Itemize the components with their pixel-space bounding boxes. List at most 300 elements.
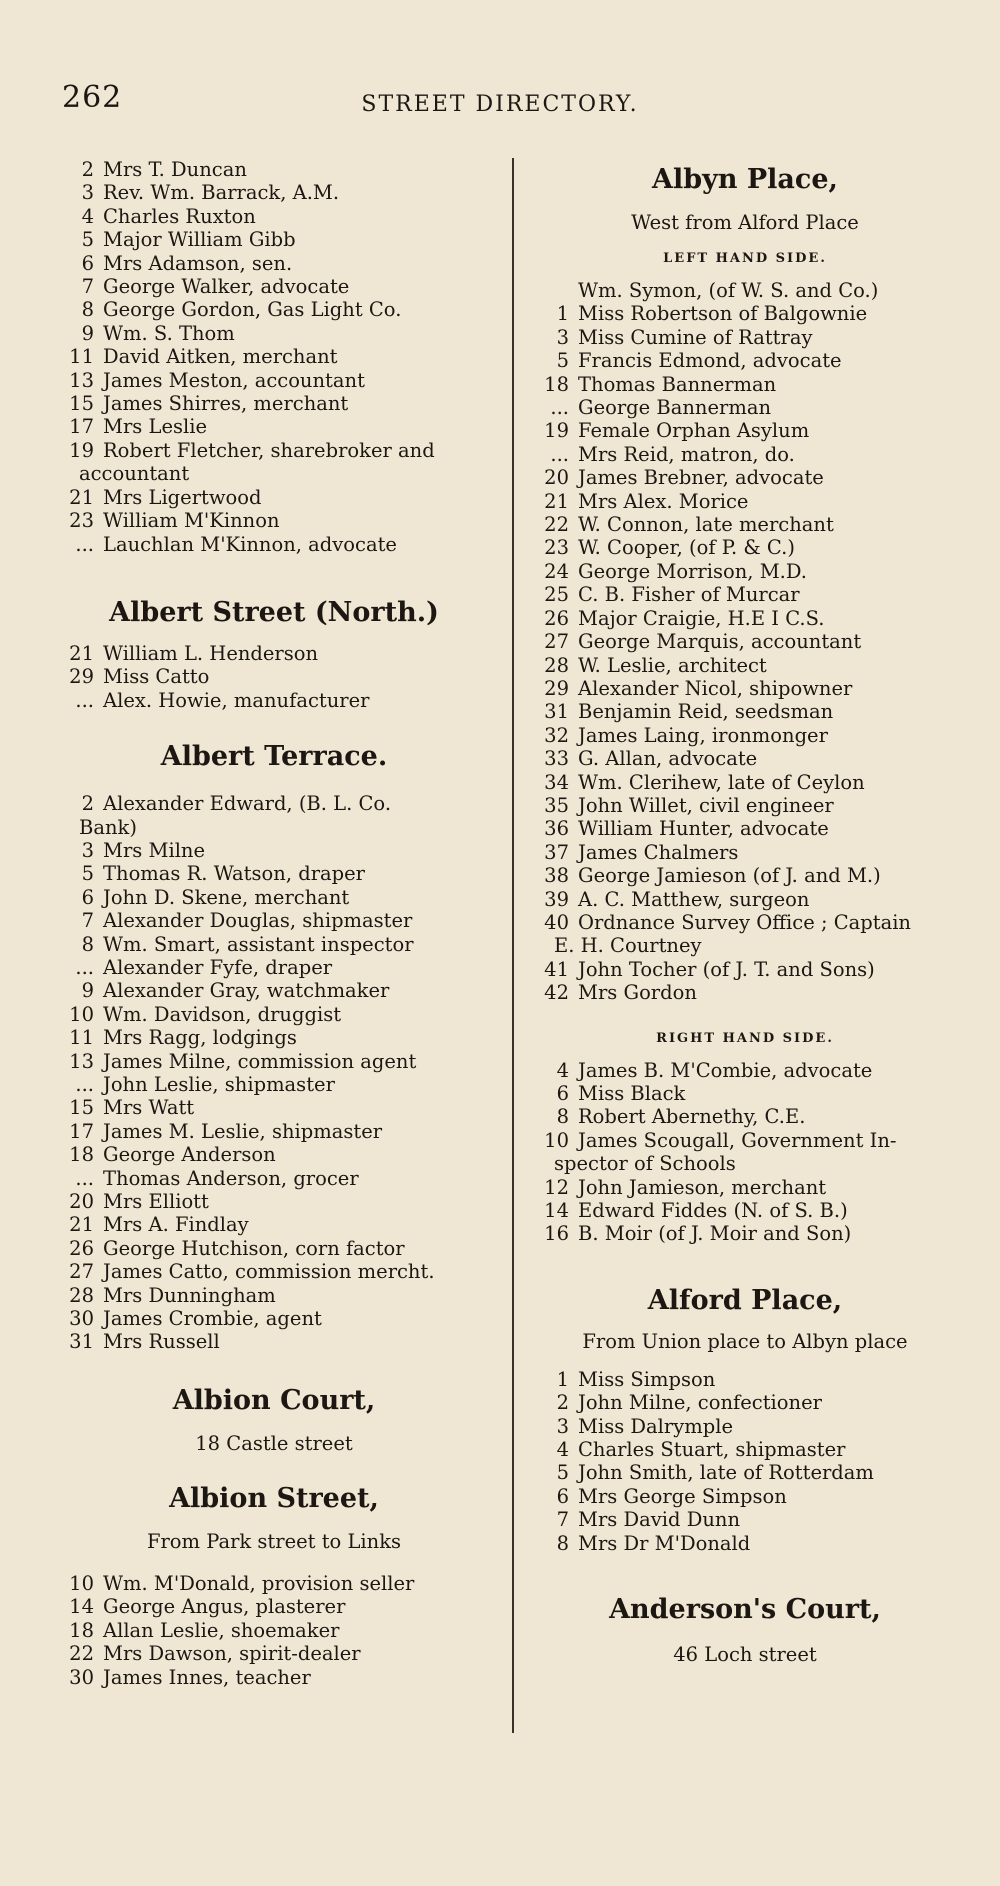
house-number: 39 — [544, 887, 569, 911]
house-number: 23 — [544, 536, 569, 560]
house-number: 21 — [544, 489, 569, 513]
resident-name: James Laing, ironmonger — [578, 723, 828, 747]
directory-entry — [60, 956, 488, 979]
resident-name: George Anderson — [103, 1143, 276, 1167]
resident-name: James B. M'Combie, advocate — [578, 1058, 873, 1082]
directory-entry — [535, 1391, 955, 1414]
house-number: 26 — [544, 606, 569, 630]
house-number: 18 — [544, 372, 569, 396]
directory-entry — [535, 888, 955, 911]
albion-street-subtitle: From Park street to Links — [146, 1529, 402, 1553]
resident-name: Miss Catto — [103, 665, 210, 689]
directory-entry — [535, 1105, 955, 1128]
directory-entry — [535, 771, 955, 794]
resident-name: James Brebner, advocate — [578, 466, 824, 490]
resident-name: Edward Fiddes (N. of S. B.) — [578, 1199, 848, 1223]
resident-name: Alexander Douglas, shipmaster — [103, 909, 413, 933]
house-number: 17 — [69, 415, 94, 439]
resident-name: Francis Edmond, advocate — [578, 349, 842, 373]
directory-entry — [535, 1176, 955, 1199]
directory-entry — [60, 415, 488, 438]
house-number: ... — [75, 955, 94, 979]
house-number: 38 — [544, 864, 569, 888]
resident-name: Miss Robertson of Balgownie — [578, 302, 868, 326]
house-number: 21 — [69, 641, 94, 665]
house-number: 19 — [69, 438, 94, 462]
house-number: 13 — [69, 368, 94, 392]
house-number: 22 — [544, 513, 569, 537]
alford-place-subtitle: From Union place to Albyn place — [582, 1329, 908, 1353]
left-column — [60, 158, 488, 1689]
resident-name: Rev. Wm. Barrack, A.M. — [103, 181, 340, 205]
resident-name: Female Orphan Asylum — [578, 419, 810, 443]
directory-entry — [60, 933, 488, 956]
resident-name: Alexander Edward, (B. L. Co. — [103, 792, 392, 816]
directory-entry — [535, 513, 955, 536]
heading-albion-street: Albion Street, — [169, 1482, 379, 1514]
directory-entry — [60, 1307, 488, 1330]
house-number: 4 — [556, 1058, 569, 1082]
resident-name: Mrs George Simpson — [578, 1484, 787, 1508]
house-number: 26 — [69, 1236, 94, 1260]
resident-name: David Aitken, merchant — [103, 345, 338, 369]
resident-name: Thomas Bannerman — [578, 372, 777, 396]
directory-entry — [60, 665, 488, 688]
directory-entry — [535, 1082, 955, 1105]
albion-court-subtitle: 18 Castle street — [195, 1431, 353, 1455]
directory-entry — [60, 1330, 488, 1353]
house-number: 8 — [556, 1105, 569, 1129]
resident-name: B. Moir (of J. Moir and Son) — [578, 1222, 852, 1246]
house-number: 28 — [69, 1283, 94, 1307]
page-title: STREET DIRECTORY. — [361, 92, 639, 117]
house-number: 17 — [69, 1119, 94, 1143]
directory-entry — [535, 654, 955, 677]
house-number: 4 — [81, 204, 94, 228]
resident-name: W. Cooper, (of P. & C.) — [578, 536, 795, 560]
resident-name: Mrs Ragg, lodgings — [103, 1026, 297, 1050]
heading-albert-terrace: Albert Terrace. — [160, 741, 388, 773]
resident-name: Mrs Alex. Morice — [578, 489, 749, 513]
resident-name: W. Connon, late merchant — [578, 513, 834, 537]
directory-entry — [60, 392, 488, 415]
resident-name: Alexander Nicol, shipowner — [578, 676, 853, 700]
resident-name: Mrs Russell — [103, 1330, 220, 1354]
house-number: 7 — [81, 275, 94, 299]
house-number: 6 — [81, 251, 94, 275]
resident-name: Mrs Dunningham — [103, 1283, 276, 1307]
house-number: 5 — [556, 349, 569, 373]
house-number: 7 — [81, 909, 94, 933]
resident-name-continued: spector of Schools — [554, 1152, 736, 1176]
directory-entry — [535, 1508, 955, 1531]
house-number: 8 — [556, 1531, 569, 1555]
directory-entry — [535, 1059, 955, 1082]
directory-entry — [60, 1237, 488, 1260]
resident-name: Allan Leslie, shoemaker — [103, 1618, 340, 1642]
resident-name: William Hunter, advocate — [578, 817, 829, 841]
heading-andersons-court: Anderson's Court, — [609, 1594, 881, 1626]
house-number: ... — [550, 442, 569, 466]
directory-entry — [535, 560, 955, 583]
directory-entry — [535, 349, 955, 372]
directory-entry — [535, 326, 955, 349]
andersons-court-subtitle: 46 Loch street — [673, 1643, 817, 1667]
albyn-place-left-list — [535, 302, 955, 1004]
heading-albion-court: Albion Court, — [172, 1384, 376, 1416]
resident-name: John Willet, civil engineer — [578, 793, 834, 817]
house-number: 2 — [556, 1391, 569, 1415]
house-number: 14 — [544, 1199, 569, 1223]
house-number: 11 — [69, 1026, 94, 1050]
house-number: 23 — [69, 509, 94, 533]
resident-name: Mrs Watt — [103, 1096, 195, 1120]
resident-name: John Leslie, shipmaster — [103, 1073, 335, 1096]
resident-name: Miss Cumine of Rattray — [578, 325, 813, 349]
resident-name: W. Leslie, architect — [578, 653, 767, 677]
directory-entry — [535, 1199, 955, 1222]
resident-name: James Scougall, Government In- — [578, 1128, 897, 1152]
resident-name: Mrs T. Duncan — [103, 158, 247, 181]
resident-name: James Crombie, agent — [103, 1307, 322, 1331]
house-number: 29 — [544, 676, 569, 700]
directory-entry — [535, 1438, 955, 1461]
resident-name: Charles Ruxton — [103, 204, 256, 228]
house-number: 2 — [81, 158, 94, 181]
resident-name: Charles Stuart, shipmaster — [578, 1438, 846, 1462]
resident-name-continued: E. H. Courtney — [554, 934, 702, 958]
directory-entry — [60, 909, 488, 932]
directory-entry — [535, 396, 955, 419]
resident-name: Alexander Gray, watchmaker — [103, 979, 390, 1003]
directory-entry — [535, 1461, 955, 1484]
directory-entry — [535, 630, 955, 653]
house-number: 30 — [69, 1307, 94, 1331]
directory-entry — [60, 642, 488, 665]
house-number: ... — [75, 1166, 94, 1190]
directory-entry — [60, 792, 488, 815]
house-number: 16 — [544, 1222, 569, 1246]
house-number: 3 — [556, 1414, 569, 1438]
resident-name: Mrs David Dunn — [578, 1508, 740, 1532]
house-number: 31 — [544, 700, 569, 724]
directory-entry — [535, 490, 955, 513]
house-number: 30 — [69, 1665, 94, 1689]
house-number: 21 — [69, 1213, 94, 1237]
house-number: 19 — [544, 419, 569, 443]
directory-entry — [60, 1213, 488, 1236]
house-number: 8 — [81, 298, 94, 322]
heading-alford-place: Alford Place, — [647, 1284, 843, 1316]
left-hand-side-label: LEFT HAND SIDE. — [663, 251, 827, 266]
resident-name: John Milne, confectioner — [578, 1391, 822, 1415]
page-number: 262 — [62, 80, 123, 115]
house-number: 29 — [69, 665, 94, 689]
resident-name: Miss Black — [578, 1082, 686, 1105]
resident-name: George Angus, plasterer — [103, 1595, 346, 1619]
resident-name: John Jamieson, merchant — [578, 1175, 827, 1199]
resident-name: A. C. Matthew, surgeon — [578, 887, 810, 911]
house-number: 6 — [556, 1082, 569, 1105]
directory-entry — [60, 252, 488, 275]
house-number: 42 — [544, 981, 569, 1005]
house-number: 10 — [544, 1128, 569, 1152]
house-number: 4 — [556, 1438, 569, 1462]
house-number: 34 — [544, 770, 569, 794]
resident-name: Mrs Adamson, sen. — [103, 251, 293, 275]
directory-entry — [60, 298, 488, 321]
directory-entry — [60, 886, 488, 909]
directory-entry — [60, 1260, 488, 1283]
house-number: 22 — [69, 1642, 94, 1666]
house-number: 13 — [69, 1049, 94, 1073]
house-number: 40 — [544, 910, 569, 934]
house-number: 5 — [81, 228, 94, 252]
house-number: ... — [75, 1073, 94, 1096]
resident-name: George Walker, advocate — [103, 275, 350, 299]
house-number: 1 — [556, 302, 569, 326]
directory-entry — [60, 1666, 488, 1689]
house-number: 8 — [81, 932, 94, 956]
right-column — [535, 158, 955, 1667]
resident-name: George Marquis, accountant — [578, 630, 862, 654]
house-number: 14 — [69, 1595, 94, 1619]
directory-entry — [60, 205, 488, 228]
resident-name: Wm. M'Donald, provision seller — [103, 1571, 415, 1595]
house-number: 11 — [69, 345, 94, 369]
directory-entry — [60, 1190, 488, 1213]
resident-name: James Innes, teacher — [103, 1665, 311, 1689]
directory-entry — [535, 583, 955, 606]
resident-name: James Chalmers — [578, 840, 739, 864]
resident-name: Miss Simpson — [578, 1367, 716, 1391]
house-number: 18 — [69, 1143, 94, 1167]
albion-street-list — [60, 1572, 488, 1689]
house-number: 15 — [69, 392, 94, 416]
right-hand-side-label: RIGHT HAND SIDE. — [656, 1030, 834, 1046]
column-divider — [512, 158, 514, 1733]
directory-entry — [60, 228, 488, 251]
house-number: 10 — [69, 1002, 94, 1026]
resident-name: George Hutchison, corn factor — [103, 1236, 405, 1260]
directory-entry — [60, 1284, 488, 1307]
directory-entry — [60, 1619, 488, 1642]
resident-name: William M'Kinnon — [103, 509, 280, 533]
resident-name: George Morrison, M.D. — [578, 559, 807, 583]
resident-name-continued: Bank) — [79, 815, 137, 839]
directory-entry — [535, 958, 955, 981]
resident-name: James Catto, commission mercht. — [103, 1260, 435, 1284]
continued-entries-list — [60, 158, 488, 556]
resident-name: Mrs Reid, matron, do. — [578, 442, 795, 466]
resident-name: Mrs Elliott — [103, 1190, 209, 1214]
resident-name: Miss Dalrymple — [578, 1414, 734, 1438]
directory-entry — [60, 486, 488, 509]
resident-name: Robert Fletcher, sharebroker and — [103, 438, 435, 462]
resident-name: Mrs A. Findlay — [103, 1213, 249, 1237]
resident-name: Ordnance Survey Office ; Captain — [578, 910, 911, 934]
directory-entry — [60, 345, 488, 368]
directory-entry — [535, 419, 955, 442]
resident-name: George Gordon, Gas Light Co. — [103, 298, 402, 322]
alford-place-list — [535, 1368, 955, 1555]
resident-name: Mrs Gordon — [578, 981, 697, 1005]
resident-name: G. Allan, advocate — [578, 747, 758, 771]
house-number: 9 — [81, 979, 94, 1003]
directory-entry — [60, 181, 488, 204]
house-number: 20 — [544, 466, 569, 490]
directory-entry — [535, 302, 955, 325]
house-number: 24 — [544, 559, 569, 583]
directory-entry — [535, 536, 955, 559]
directory-entry — [60, 1073, 488, 1096]
resident-name: Alex. Howie, manufacturer — [103, 688, 370, 712]
directory-entry — [535, 677, 955, 700]
house-number: 32 — [544, 723, 569, 747]
resident-name: Major Craigie, H.E I C.S. — [578, 606, 825, 630]
resident-name: Wm. Davidson, druggist — [103, 1002, 342, 1026]
resident-name: James Meston, accountant — [103, 368, 365, 392]
directory-entry — [535, 443, 955, 466]
directory-entry — [535, 864, 955, 887]
directory-entry — [535, 700, 955, 723]
directory-entry — [60, 979, 488, 1002]
resident-name: Mrs Milne — [103, 838, 206, 862]
directory-entry — [535, 724, 955, 747]
house-number: ... — [550, 396, 569, 420]
directory-entry — [535, 981, 955, 1004]
directory-entry — [60, 158, 488, 181]
resident-name: Wm. Smart, assistant inspector — [103, 932, 414, 956]
directory-entry — [60, 275, 488, 298]
resident-name: George Bannerman — [578, 396, 772, 420]
house-number: 9 — [81, 321, 94, 345]
house-number: 6 — [556, 1484, 569, 1508]
resident-name: Thomas R. Watson, draper — [103, 862, 365, 886]
resident-name: John Smith, late of Rotterdam — [578, 1461, 874, 1485]
house-number: 1 — [556, 1367, 569, 1391]
house-number: 27 — [544, 630, 569, 654]
house-number: 31 — [69, 1330, 94, 1354]
directory-entry — [535, 1129, 955, 1152]
house-number: ... — [75, 532, 94, 556]
directory-entry — [60, 1096, 488, 1119]
directory-entry — [60, 509, 488, 532]
albyn-place-right-list — [535, 1059, 955, 1246]
directory-entry — [535, 466, 955, 489]
directory-entry — [535, 1415, 955, 1438]
house-number: 33 — [544, 747, 569, 771]
directory-entry — [535, 1485, 955, 1508]
directory-entry — [60, 839, 488, 862]
house-number: 6 — [81, 885, 94, 909]
house-number: 10 — [69, 1571, 94, 1595]
heading-albyn-place: Albyn Place, — [652, 164, 838, 195]
resident-name: Alexander Fyfe, draper — [103, 955, 333, 979]
directory-entry — [60, 1143, 488, 1166]
resident-name: Mrs Ligertwood — [103, 485, 262, 509]
resident-name: George Jamieson (of J. and M.) — [578, 864, 881, 888]
directory-entry — [60, 1642, 488, 1665]
resident-name: Robert Abernethy, C.E. — [578, 1105, 806, 1129]
directory-entry — [60, 439, 488, 462]
albert-terrace-list — [60, 792, 488, 1354]
directory-entry — [60, 1167, 488, 1190]
directory-entry — [535, 373, 955, 396]
directory-entry — [60, 1026, 488, 1049]
house-number: 7 — [556, 1508, 569, 1532]
directory-entry — [535, 1222, 955, 1245]
directory-entry — [60, 322, 488, 345]
resident-name: James Shirres, merchant — [103, 392, 349, 416]
house-number: 5 — [556, 1461, 569, 1485]
directory-entry — [60, 1050, 488, 1073]
albyn-place-subtitle: West from Alford Place — [631, 211, 859, 234]
house-number: 36 — [544, 817, 569, 841]
resident-name: Lauchlan M'Kinnon, advocate — [103, 532, 397, 556]
directory-entry — [535, 1368, 955, 1391]
directory-entry — [60, 689, 488, 712]
heading-albert-street-north: Albert Street (North.) — [109, 596, 439, 628]
directory-entry — [60, 1572, 488, 1595]
house-number: 3 — [81, 181, 94, 205]
resident-name-continued: accountant — [79, 462, 190, 486]
resident-name: Mrs Dawson, spirit-dealer — [103, 1642, 361, 1666]
house-number: 41 — [544, 957, 569, 981]
resident-name: C. B. Fisher of Murcar — [578, 583, 800, 607]
directory-entry — [60, 369, 488, 392]
house-number: ... — [75, 688, 94, 712]
house-number: 20 — [69, 1190, 94, 1214]
directory-entry — [60, 1003, 488, 1026]
directory-entry — [535, 911, 955, 934]
resident-name: Wm. Clerihew, late of Ceylon — [578, 770, 865, 794]
house-number: 28 — [544, 653, 569, 677]
resident-name: John D. Skene, merchant — [103, 885, 350, 909]
directory-entry — [60, 533, 488, 556]
directory-entry — [60, 1120, 488, 1143]
directory-entry — [535, 841, 955, 864]
directory-entry — [60, 862, 488, 885]
house-number: 15 — [69, 1096, 94, 1120]
house-number: 27 — [69, 1260, 94, 1284]
resident-name: Wm. S. Thom — [103, 321, 235, 345]
resident-name: Mrs Dr M'Donald — [578, 1531, 751, 1555]
directory-entry — [535, 747, 955, 770]
resident-name: James M. Leslie, shipmaster — [103, 1119, 383, 1143]
albert-street-north-list — [60, 642, 488, 712]
house-number: 3 — [81, 838, 94, 862]
resident-name: Benjamin Reid, seedsman — [578, 700, 834, 724]
resident-name: Mrs Leslie — [103, 415, 208, 439]
house-number: 5 — [81, 862, 94, 886]
directory-entry — [535, 794, 955, 817]
resident-name: John Tocher (of J. T. and Sons) — [578, 957, 875, 981]
house-number: 2 — [81, 792, 94, 816]
directory-entry — [535, 1532, 955, 1555]
house-number: 3 — [556, 325, 569, 349]
albyn-place-unnumbered-entry: Wm. Symon, (of W. S. and Co.) — [578, 279, 879, 302]
resident-name: Major William Gibb — [103, 228, 296, 252]
directory-entry — [535, 607, 955, 630]
house-number: 35 — [544, 793, 569, 817]
resident-name: Thomas Anderson, grocer — [103, 1166, 359, 1190]
house-number: 25 — [544, 583, 569, 607]
house-number: 21 — [69, 485, 94, 509]
directory-entry — [60, 1595, 488, 1618]
house-number: 12 — [544, 1175, 569, 1199]
house-number: 18 — [69, 1618, 94, 1642]
